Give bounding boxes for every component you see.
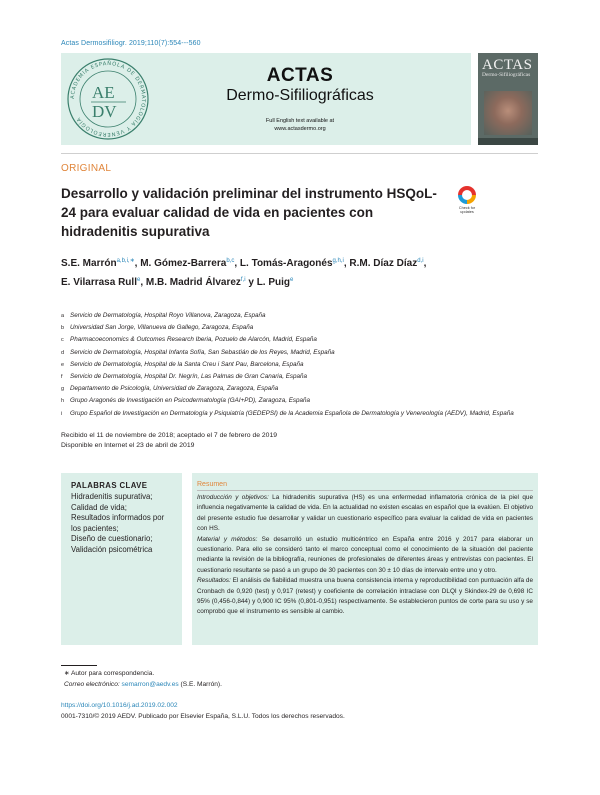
- abstract-heading: Resumen: [197, 481, 533, 491]
- keyword-item: Validación psicométrica: [71, 544, 153, 554]
- abstract-section-text: El análisis de fiabilidad muestra una buena consistencia interna y reproductibilidad con puntuación alfa de Cronbach de 0,920 (test) y 0,917 (retest) y coeficiente de correlación intraclase con DLQI y Skindex-29 de 0,698 IC 95% (0,456-0,844) y 0,900 IC 95% (0,801-0,951) respectivamente. Se establecieron puntos de corte para su uso y se comprobó que el instrumento es sensible al cambio.: [197, 577, 533, 616]
- affiliation-item: [61, 408, 541, 420]
- abstract-section-text: Se desarrolló un estudio multicéntrico en España entre 2016 y 2017 para elaborar un cuestionario. Para ello se consideró tanto el marco conceptual como el conocimiento de la situación del paciente mediante la revisión de la bibliografía, reuniones de profesionales de diferentes áreas y entrevistas con pacientes. El cuestionario resultante se pasó a un grupo de 30 pacientes con 30 ± 10 días de intervalo entre uno y otro.: [197, 535, 533, 574]
- author-name: S.E. Marrón: [61, 258, 117, 269]
- author-name: E. Vilarrasa Rull: [61, 277, 137, 288]
- journal-title: [200, 66, 400, 106]
- affiliation-item: [61, 334, 541, 346]
- svg-text:AE: AE: [92, 83, 115, 102]
- aedv-seal-logo: [66, 57, 150, 141]
- author-affil-marks[interactable]: e: [136, 277, 141, 283]
- abstract-section-label: Resultados:: [197, 577, 231, 585]
- abstract-section-label: Introducción y objetivos:: [197, 494, 269, 501]
- author-separator: ,: [140, 277, 146, 288]
- affiliation-text: Universidad San Jorge, Villanueva de Gallego, Zaragoza, España: [70, 324, 254, 332]
- affiliation-letter: e: [61, 361, 65, 368]
- doi-block: [61, 700, 345, 722]
- author-name: L. Tomás-Aragonés: [239, 258, 333, 269]
- affiliation-item: [61, 322, 541, 334]
- journal-note-line2: www.actasdermo.org: [274, 125, 326, 132]
- journal-title-line1: ACTAS: [266, 65, 334, 86]
- article-dates: [61, 431, 277, 451]
- affiliation-list: [61, 310, 541, 420]
- header-divider: [61, 153, 538, 154]
- affiliation-letter: a: [61, 313, 65, 319]
- author-name: M.B. Madrid Álvarez: [145, 277, 241, 288]
- author-affil-marks[interactable]: f,i: [240, 277, 246, 283]
- svg-text:DV: DV: [92, 102, 117, 121]
- keyword-item: Calidad de vida;: [71, 502, 127, 512]
- email-suffix: (S.E. Marrón).: [178, 681, 222, 688]
- email-label: Correo electrónico:: [64, 681, 122, 688]
- author-affil-marks[interactable]: e: [290, 277, 294, 283]
- abstract-box: [192, 473, 538, 645]
- affiliation-item: [61, 359, 541, 371]
- cover-subtitle: Dermo-Sifiliográficas: [482, 72, 531, 78]
- doi-link[interactable]: https://doi.org/10.1016/j.ad.2019.02.002: [61, 702, 178, 709]
- cover-image: [484, 91, 532, 135]
- journal-note-line1: Full English text available at: [265, 118, 335, 124]
- author-separator: ,: [234, 258, 240, 269]
- footnote-email-line: [64, 679, 222, 690]
- article-type-label: ORIGINAL: [61, 163, 112, 174]
- affiliation-text: Grupo Español de Investigación en Dermatología y Psiquiatría (GEDEPSI) de la Academia Española de Dermatología y Venereología (AEDV), Madrid, España: [70, 409, 514, 417]
- affiliation-item: [61, 395, 541, 407]
- footnote-rule: [61, 665, 97, 666]
- affiliation-text: Grupo Aragonés de Investigación en Psicodermatología (GAI+PD), Zaragoza, España: [70, 397, 311, 405]
- cover-bar: [478, 138, 538, 145]
- affiliation-item: [61, 310, 541, 322]
- footnote-author: ∗ Autor para correspondencia.: [64, 670, 155, 677]
- affiliation-text: Servicio de Dermatología, Hospital Dr. Negrín, Las Palmas de Gran Canaria, España: [70, 373, 308, 381]
- affiliation-letter: b: [61, 325, 65, 332]
- affiliation-text: Departamento de Psicología, Universidad de Zaragoza, Zaragoza, España: [70, 385, 279, 393]
- keyword-item: Resultados informados por los pacientes;: [71, 513, 165, 533]
- affiliation-letter: i: [61, 410, 63, 417]
- author-separator: ,: [134, 258, 141, 269]
- author-list: [61, 253, 531, 291]
- affiliation-text: Pharmacoeconomics & Outcomes Research Iberia, Pozuelo de Alarcón, Madrid, España: [70, 336, 317, 344]
- author-affil-marks[interactable]: d,i: [417, 258, 424, 264]
- author-separator: ,: [343, 258, 350, 269]
- author-affil-marks[interactable]: a,b,i,∗: [116, 258, 135, 264]
- affiliation-text: Servicio de Dermatología, Hospital Royo Villanova, Zaragoza, España: [70, 312, 266, 319]
- received-date: Recibido el 11 de noviembre de 2018; aceptado el 7 de febrero de 2019: [61, 432, 278, 439]
- check-updates-icon: [458, 186, 476, 204]
- affiliation-letter: h: [61, 398, 65, 405]
- svg-text:ACADEMIA ESPAÑOLA DE DERMATOLO: ACADEMIA ESPAÑOLA DE DERMATOLOGÍA Y VENEREOLOGÍA: [69, 60, 147, 138]
- cover-title: ACTAS: [482, 57, 533, 73]
- copyright-line: 0001-7310/© 2019 AEDV. Publicado por Elsevier España, S.L.U. Todos los derechos reservados.: [61, 713, 345, 720]
- affiliation-letter: f: [61, 374, 63, 381]
- affiliation-letter: d: [61, 349, 65, 356]
- abstract-section-text: La hidradenitis supurativa (HS) es una enfermedad inflamatoria crónica de la piel que influencia negativamente la calidad de vida. En la actualidad no existen escalas en español que la evalúen. El objetivo del presente estudio fue desarrollar y validar un cuestionario específico para evaluar la calidad de vida en pacientes con HS.: [197, 494, 533, 533]
- keyword-item: Diseño de cuestionario;: [71, 534, 153, 543]
- author-name: R.M. Díaz Díaz: [349, 258, 418, 269]
- journal-citation: Actas Dermosifiliogr. 2019;110(7):554---560: [61, 40, 201, 47]
- keywords-heading: PALABRAS CLAVE: [71, 481, 148, 490]
- author-affil-marks[interactable]: g,h,i: [332, 258, 344, 264]
- abstract-paragraph: [197, 493, 533, 535]
- author-separator: y: [245, 277, 257, 288]
- keywords-box: [61, 473, 182, 645]
- email-link[interactable]: semarron@aedv.es: [121, 681, 179, 688]
- keyword-item: Hidradenitis supurativa;: [71, 492, 153, 501]
- affiliation-item: [61, 371, 541, 383]
- author-name: L. Puig: [256, 277, 291, 288]
- affiliation-text: Servicio de Dermatología, Hospital Infanta Sofía, San Sebastián de los Reyes, Madrid, España: [70, 348, 335, 356]
- affiliation-letter: c: [61, 337, 64, 344]
- affiliation-item: [61, 347, 541, 359]
- correspondence-footnote: [64, 668, 222, 690]
- journal-english-note: [230, 118, 370, 133]
- check-updates-label: Check for updates: [458, 206, 476, 215]
- author-affil-marks[interactable]: b,c: [226, 258, 235, 264]
- abstract-section-label: Material y métodos:: [197, 535, 258, 543]
- journal-cover-thumbnail: [478, 53, 538, 145]
- check-for-updates-badge[interactable]: [454, 186, 480, 220]
- affiliation-letter: g: [61, 386, 65, 393]
- abstract-paragraph: [197, 535, 533, 577]
- abstract-paragraph: [197, 576, 533, 618]
- journal-title-line2: Dermo-Sifiliográficas: [226, 87, 374, 104]
- author-separator: ,: [423, 258, 427, 269]
- affiliation-item: [61, 383, 541, 395]
- article-title: Desarrollo y validación preliminar del instrumento HSQoL-24 para evaluar calidad de vida en pacientes con hidradenitis supurativa: [61, 186, 437, 239]
- author-name: M. Gómez-Barrera: [140, 258, 227, 269]
- online-date: Disponible en Internet el 23 de abril de 2019: [61, 442, 195, 449]
- affiliation-text: Servicio de Dermatología, Hospital de la Santa Creu i Sant Pau, Barcelona, España: [70, 360, 304, 368]
